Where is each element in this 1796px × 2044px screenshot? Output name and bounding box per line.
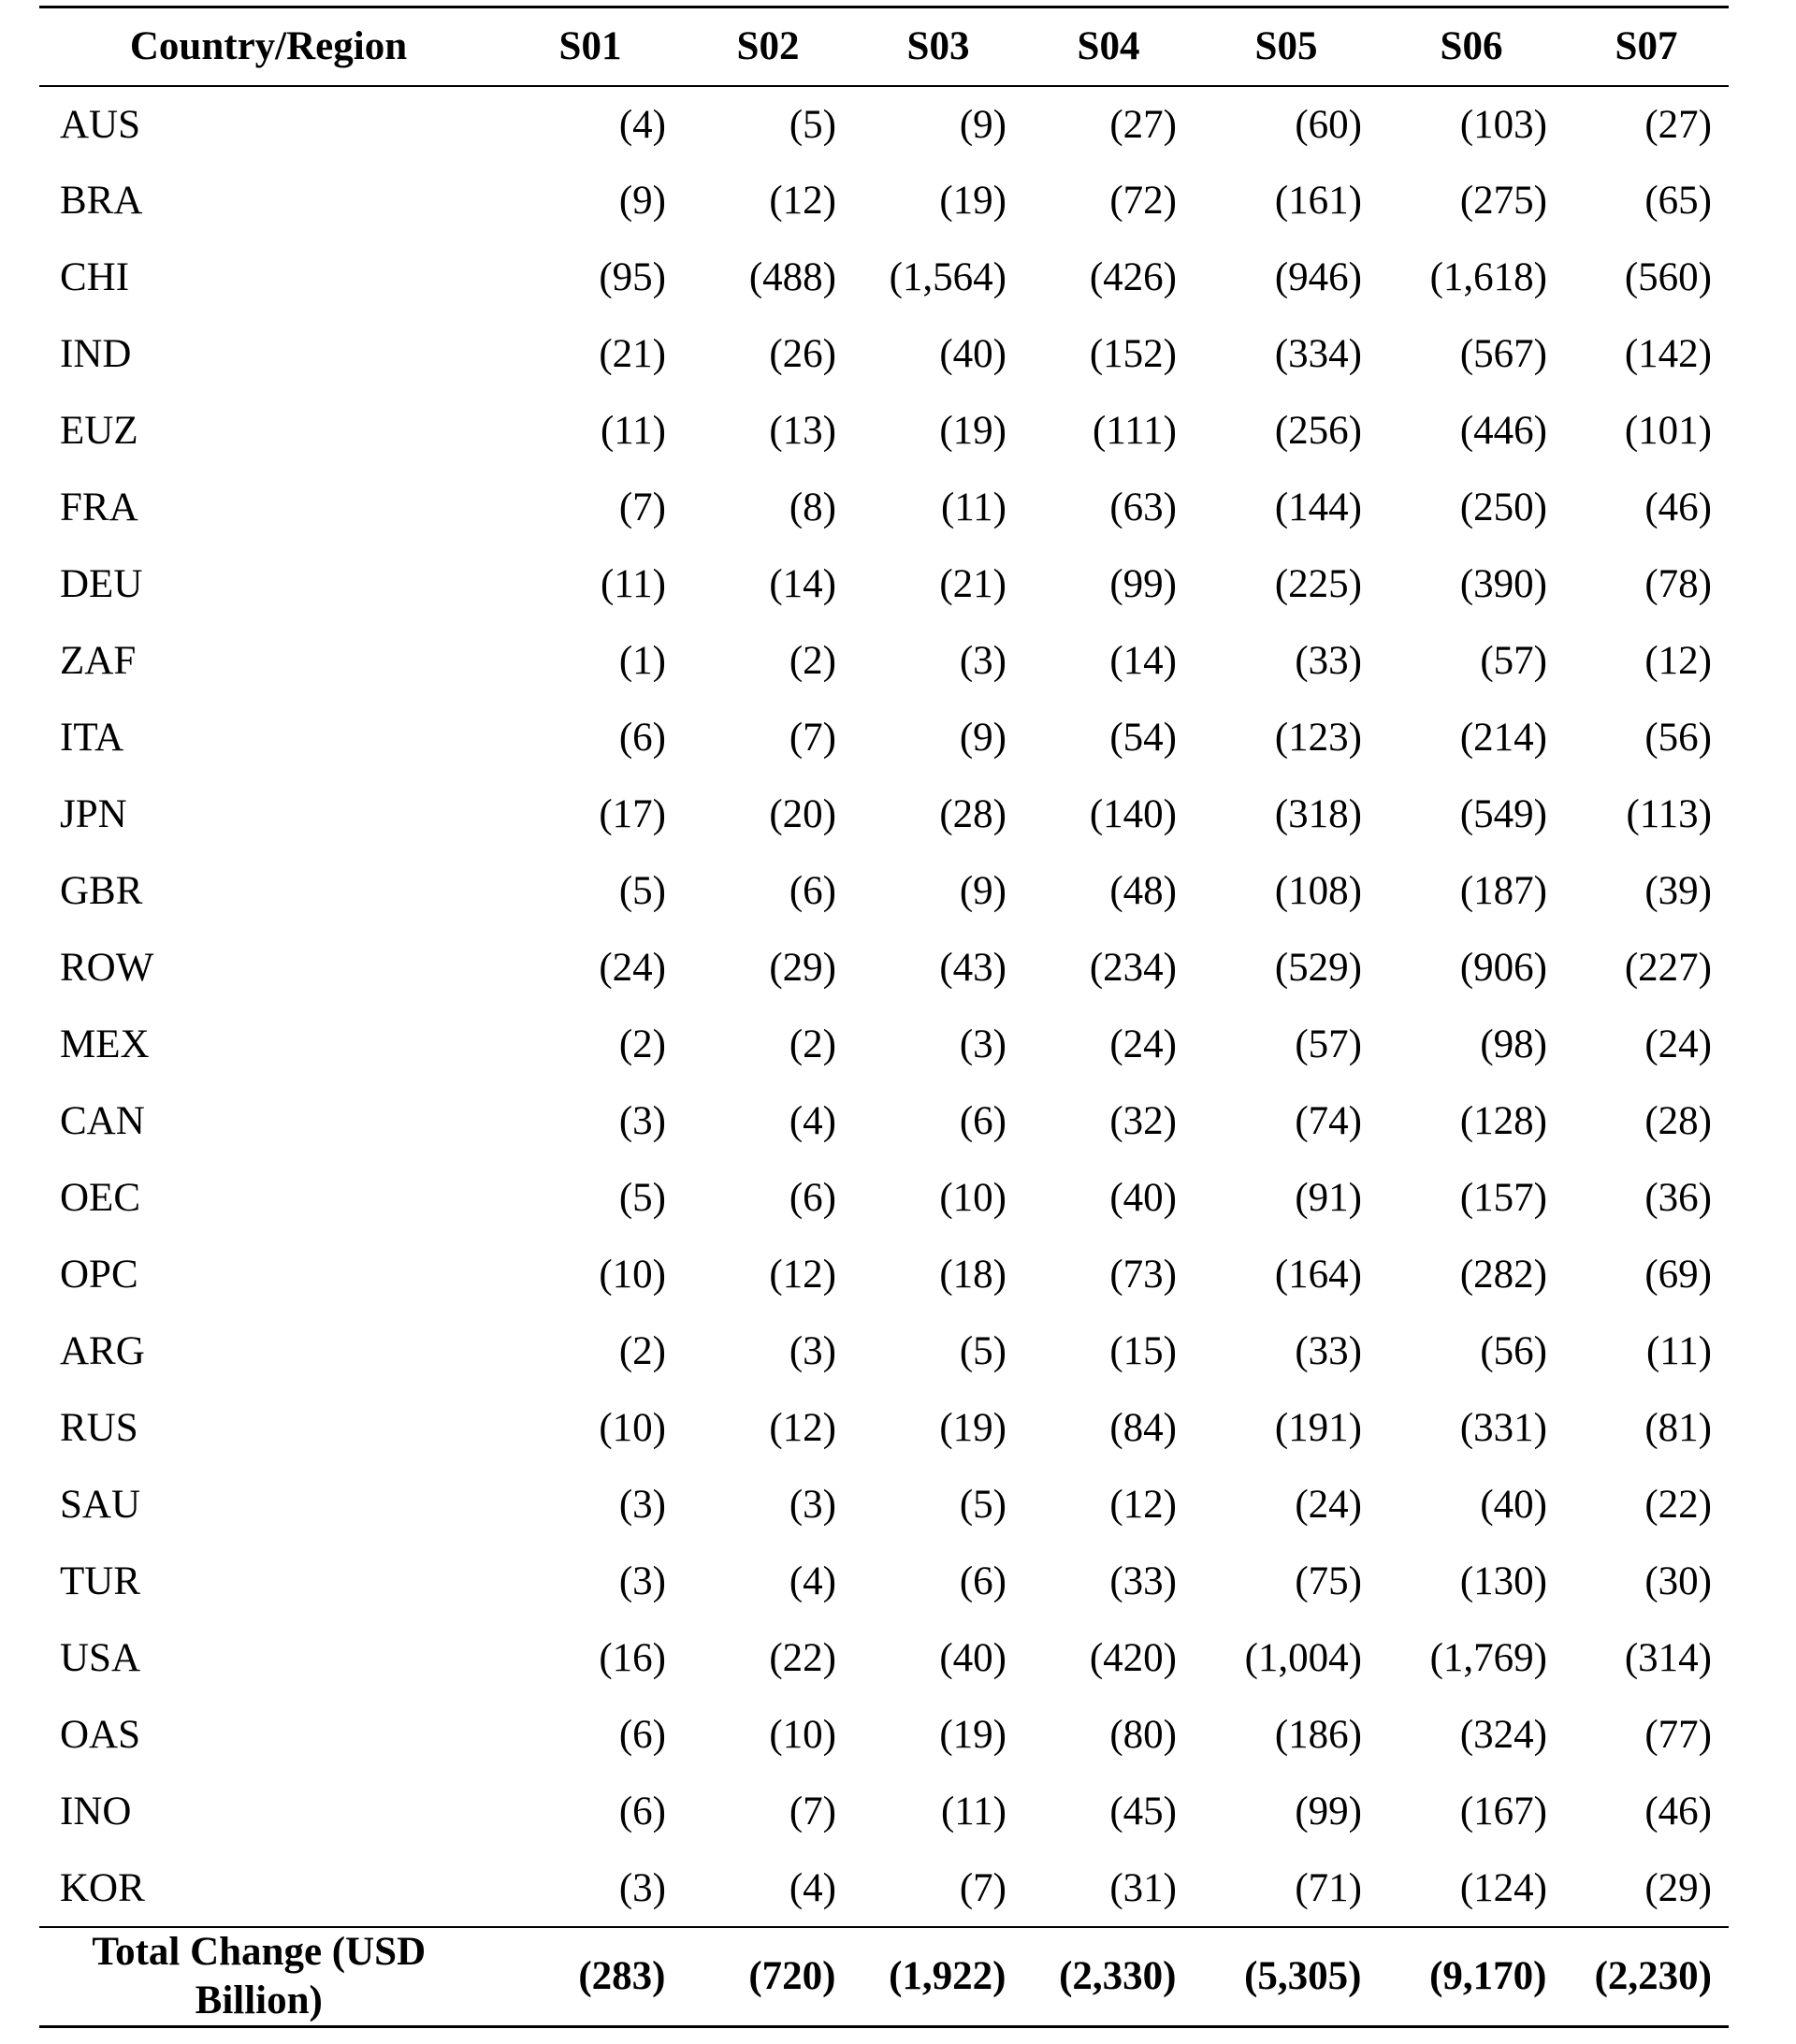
- value-cell-s03: (7): [959, 1865, 1007, 1910]
- table-row: [39, 1313, 1729, 1390]
- value-cell-s07: (27): [1644, 102, 1712, 147]
- country-cell: CAN: [60, 1099, 145, 1143]
- value-cell-s07: (11): [1645, 1329, 1712, 1373]
- value-cell-s02: (26): [769, 332, 836, 376]
- table-row: [39, 316, 1729, 393]
- value-cell-s01: (4): [618, 102, 666, 147]
- table-row: [39, 1467, 1729, 1544]
- value-cell-s04: (45): [1109, 1790, 1177, 1834]
- value-cell-s02: (3): [789, 1483, 836, 1527]
- table-row: [39, 853, 1729, 930]
- value-cell-s03: (43): [939, 946, 1007, 990]
- value-cell-s07: (39): [1644, 869, 1712, 913]
- country-cell: RUS: [60, 1406, 138, 1450]
- value-cell-s01: (3): [618, 1865, 666, 1910]
- value-cell-s03: (9): [959, 869, 1007, 913]
- country-cell: ARG: [60, 1329, 145, 1373]
- value-cell-s06: (906): [1459, 946, 1547, 990]
- country-cell: OAS: [60, 1713, 141, 1757]
- value-cell-s03: (6): [959, 1099, 1007, 1143]
- table-row: [39, 1544, 1729, 1620]
- value-cell-s03: (40): [939, 332, 1007, 376]
- value-cell-s05: (161): [1274, 179, 1362, 223]
- country-cell: FRA: [60, 486, 138, 529]
- value-cell-s05: (57): [1295, 1022, 1362, 1066]
- value-cell-s04: (72): [1109, 179, 1177, 223]
- value-cell-s05: (191): [1274, 1406, 1362, 1450]
- value-cell-s03: (3): [959, 1022, 1007, 1066]
- value-cell-s01: (11): [600, 409, 666, 453]
- value-cell-s01: (3): [618, 1099, 666, 1143]
- value-cell-s04: (12): [1109, 1483, 1177, 1527]
- value-cell-s07: (113): [1626, 792, 1712, 836]
- total-value-s04: (2,330): [1023, 1927, 1194, 2027]
- table-row: [39, 776, 1729, 853]
- value-cell-s05: (334): [1274, 332, 1362, 376]
- value-cell-s04: (14): [1109, 639, 1177, 683]
- value-cell-s07: (101): [1624, 409, 1712, 453]
- country-cell: OEC: [60, 1176, 140, 1220]
- country-cell: ZAF: [60, 639, 137, 683]
- value-cell-s06: (250): [1459, 486, 1547, 529]
- table-row: [39, 1620, 1729, 1697]
- value-cell-s01: (1): [618, 639, 666, 683]
- value-cell-s06: (390): [1459, 562, 1547, 606]
- value-cell-s05: (164): [1274, 1253, 1362, 1297]
- value-cell-s02: (12): [769, 1406, 836, 1450]
- header-s03: S03: [853, 7, 1023, 86]
- value-cell-s01: (10): [599, 1406, 666, 1450]
- value-cell-s03: (1,564): [889, 255, 1007, 299]
- value-cell-s03: (9): [959, 716, 1007, 760]
- value-cell-s01: (10): [599, 1253, 666, 1297]
- value-cell-s06: (130): [1459, 1559, 1547, 1603]
- value-cell-s07: (142): [1624, 332, 1712, 376]
- value-cell-s06: (567): [1459, 332, 1547, 376]
- value-cell-s01: (9): [618, 179, 666, 223]
- header-s07: S07: [1564, 7, 1729, 86]
- value-cell-s04: (140): [1089, 792, 1177, 836]
- value-cell-s02: (5): [789, 102, 836, 147]
- value-cell-s06: (157): [1459, 1176, 1547, 1220]
- value-cell-s01: (2): [618, 1022, 666, 1066]
- country-cell: GBR: [60, 869, 143, 913]
- value-cell-s01: (21): [599, 332, 666, 376]
- value-cell-s05: (123): [1274, 716, 1362, 760]
- value-cell-s01: (6): [618, 1713, 666, 1757]
- value-cell-s02: (12): [769, 179, 836, 223]
- value-cell-s06: (549): [1459, 792, 1547, 836]
- country-cell: TUR: [60, 1559, 140, 1603]
- header-s05: S05: [1194, 7, 1379, 86]
- value-cell-s02: (488): [748, 255, 836, 299]
- value-cell-s07: (36): [1644, 1176, 1712, 1220]
- value-cell-s04: (54): [1109, 716, 1177, 760]
- total-value-s06: (9,170): [1379, 1927, 1564, 2027]
- value-cell-s02: (12): [769, 1253, 836, 1297]
- table-row: [39, 1390, 1729, 1467]
- value-cell-s01: (3): [618, 1483, 666, 1527]
- total-row: [39, 1927, 1729, 2027]
- value-cell-s02: (20): [769, 792, 836, 836]
- table-body: [39, 86, 1729, 2027]
- value-cell-s07: (56): [1644, 716, 1712, 760]
- value-cell-s05: (946): [1274, 255, 1362, 299]
- country-cell: JPN: [60, 792, 127, 836]
- table-row: [39, 700, 1729, 776]
- value-cell-s04: (31): [1109, 1865, 1177, 1910]
- table-row: [39, 1237, 1729, 1313]
- value-cell-s07: (22): [1644, 1483, 1712, 1527]
- header-row: [39, 7, 1729, 86]
- value-cell-s05: (99): [1295, 1790, 1362, 1834]
- value-cell-s07: (65): [1644, 179, 1712, 223]
- value-cell-s03: (10): [939, 1176, 1007, 1220]
- value-cell-s07: (77): [1644, 1713, 1712, 1757]
- value-cell-s01: (7): [618, 486, 666, 529]
- value-cell-s03: (5): [959, 1483, 1007, 1527]
- value-cell-s01: (5): [618, 869, 666, 913]
- value-cell-s03: (40): [939, 1636, 1007, 1680]
- country-cell: INO: [60, 1790, 132, 1834]
- country-cell: EUZ: [60, 409, 138, 453]
- value-cell-s07: (24): [1644, 1022, 1712, 1066]
- header-s01: S01: [498, 7, 683, 86]
- value-cell-s06: (103): [1459, 102, 1547, 147]
- value-cell-s04: (63): [1109, 486, 1177, 529]
- value-cell-s06: (187): [1459, 869, 1547, 913]
- value-cell-s07: (560): [1624, 255, 1712, 299]
- value-cell-s04: (152): [1089, 332, 1177, 376]
- value-cell-s01: (95): [599, 255, 666, 299]
- value-cell-s02: (3): [789, 1329, 836, 1373]
- value-cell-s07: (69): [1644, 1253, 1712, 1297]
- value-cell-s01: (3): [618, 1559, 666, 1603]
- total-value-s01: (283): [498, 1927, 683, 2027]
- value-cell-s04: (80): [1109, 1713, 1177, 1757]
- value-cell-s04: (420): [1089, 1636, 1177, 1680]
- value-cell-s03: (21): [939, 562, 1007, 606]
- value-cell-s05: (144): [1274, 486, 1362, 529]
- value-cell-s04: (33): [1109, 1559, 1177, 1603]
- value-cell-s01: (17): [599, 792, 666, 836]
- country-cell: MEX: [60, 1022, 150, 1066]
- value-cell-s05: (33): [1295, 639, 1362, 683]
- table-row: [39, 546, 1729, 623]
- value-cell-s02: (22): [769, 1636, 836, 1680]
- value-cell-s04: (234): [1089, 946, 1177, 990]
- value-cell-s04: (111): [1093, 409, 1177, 453]
- value-cell-s01: (6): [618, 716, 666, 760]
- country-cell: BRA: [60, 179, 143, 223]
- total-value-s07: (2,230): [1564, 1927, 1729, 2027]
- value-cell-s03: (9): [959, 102, 1007, 147]
- country-cell: ITA: [60, 716, 124, 760]
- value-cell-s06: (167): [1459, 1790, 1547, 1834]
- value-cell-s06: (1,618): [1429, 255, 1547, 299]
- value-cell-s01: (5): [618, 1176, 666, 1220]
- value-cell-s03: (28): [939, 792, 1007, 836]
- value-cell-s02: (2): [789, 639, 836, 683]
- value-cell-s04: (27): [1109, 102, 1177, 147]
- value-cell-s04: (24): [1109, 1022, 1177, 1066]
- value-cell-s07: (46): [1644, 486, 1712, 529]
- table-row: [39, 930, 1729, 1007]
- value-cell-s03: (19): [939, 1713, 1007, 1757]
- table-row: [39, 239, 1729, 316]
- value-cell-s05: (75): [1295, 1559, 1362, 1603]
- value-cell-s03: (18): [939, 1253, 1007, 1297]
- value-cell-s06: (57): [1480, 639, 1547, 683]
- header-s02: S02: [683, 7, 853, 86]
- value-cell-s03: (5): [959, 1329, 1007, 1373]
- value-cell-s02: (6): [789, 1176, 836, 1220]
- value-cell-s06: (124): [1459, 1865, 1547, 1910]
- value-cell-s03: (19): [939, 409, 1007, 453]
- value-cell-s02: (13): [769, 409, 836, 453]
- value-cell-s06: (40): [1480, 1483, 1547, 1527]
- total-value-s05: (5,305): [1194, 1927, 1379, 2027]
- value-cell-s07: (12): [1644, 639, 1712, 683]
- results-table: [39, 6, 1729, 2028]
- header-country: Country/Region: [39, 7, 498, 86]
- table-row: [39, 623, 1729, 700]
- value-cell-s05: (60): [1295, 102, 1362, 147]
- value-cell-s04: (99): [1109, 562, 1177, 606]
- value-cell-s06: (214): [1459, 716, 1547, 760]
- value-cell-s02: (8): [789, 486, 836, 529]
- value-cell-s04: (84): [1109, 1406, 1177, 1450]
- country-cell: DEU: [60, 562, 143, 606]
- table-row: [39, 1774, 1729, 1850]
- table-row: [39, 163, 1729, 239]
- value-cell-s03: (19): [939, 1406, 1007, 1450]
- value-cell-s06: (1,769): [1429, 1636, 1547, 1680]
- country-cell: OPC: [60, 1253, 138, 1297]
- value-cell-s04: (426): [1089, 255, 1177, 299]
- value-cell-s06: (275): [1459, 179, 1547, 223]
- value-cell-s06: (282): [1459, 1253, 1547, 1297]
- value-cell-s06: (324): [1459, 1713, 1547, 1757]
- country-cell: SAU: [60, 1483, 141, 1527]
- value-cell-s07: (81): [1644, 1406, 1712, 1450]
- value-cell-s02: (2): [789, 1022, 836, 1066]
- value-cell-s01: (11): [600, 562, 666, 606]
- value-cell-s03: (11): [940, 486, 1007, 529]
- value-cell-s05: (108): [1274, 869, 1362, 913]
- value-cell-s01: (24): [599, 946, 666, 990]
- value-cell-s06: (98): [1480, 1022, 1547, 1066]
- table-row: [39, 1007, 1729, 1083]
- value-cell-s03: (3): [959, 639, 1007, 683]
- value-cell-s04: (40): [1109, 1176, 1177, 1220]
- value-cell-s04: (73): [1109, 1253, 1177, 1297]
- value-cell-s05: (24): [1295, 1483, 1362, 1527]
- country-cell: ROW: [60, 946, 154, 990]
- value-cell-s07: (314): [1624, 1636, 1712, 1680]
- value-cell-s07: (29): [1644, 1865, 1712, 1910]
- value-cell-s05: (318): [1274, 792, 1362, 836]
- value-cell-s01: (2): [618, 1329, 666, 1373]
- table-row: [39, 1697, 1729, 1774]
- value-cell-s05: (71): [1295, 1865, 1362, 1910]
- value-cell-s06: (331): [1459, 1406, 1547, 1450]
- value-cell-s02: (7): [789, 716, 836, 760]
- country-cell: USA: [60, 1636, 141, 1680]
- value-cell-s06: (56): [1480, 1329, 1547, 1373]
- value-cell-s02: (10): [769, 1713, 836, 1757]
- country-cell: AUS: [60, 102, 141, 147]
- value-cell-s02: (29): [769, 946, 836, 990]
- country-cell: IND: [60, 332, 132, 376]
- value-cell-s02: (4): [789, 1559, 836, 1603]
- value-cell-s02: (6): [789, 869, 836, 913]
- value-cell-s05: (529): [1274, 946, 1362, 990]
- value-cell-s04: (32): [1109, 1099, 1177, 1143]
- country-cell: CHI: [60, 255, 130, 299]
- value-cell-s07: (28): [1644, 1099, 1712, 1143]
- value-cell-s05: (225): [1274, 562, 1362, 606]
- value-cell-s05: (33): [1295, 1329, 1362, 1373]
- value-cell-s05: (91): [1295, 1176, 1362, 1220]
- value-cell-s07: (78): [1644, 562, 1712, 606]
- value-cell-s01: (16): [599, 1636, 666, 1680]
- value-cell-s02: (4): [789, 1099, 836, 1143]
- value-cell-s06: (446): [1459, 409, 1547, 453]
- value-cell-s07: (227): [1624, 946, 1712, 990]
- value-cell-s03: (19): [939, 179, 1007, 223]
- value-cell-s02: (14): [769, 562, 836, 606]
- value-cell-s05: (256): [1274, 409, 1362, 453]
- value-cell-s04: (15): [1109, 1329, 1177, 1373]
- value-cell-s05: (74): [1295, 1099, 1362, 1143]
- total-value-s03: (1,922): [853, 1927, 1023, 2027]
- header-s04: S04: [1023, 7, 1194, 86]
- table-row: [39, 1083, 1729, 1160]
- table-row: [39, 393, 1729, 470]
- value-cell-s05: (186): [1274, 1713, 1362, 1757]
- value-cell-s03: (6): [959, 1559, 1007, 1603]
- value-cell-s01: (6): [618, 1790, 666, 1834]
- value-cell-s03: (11): [940, 1790, 1007, 1834]
- header-s06: S06: [1379, 7, 1564, 86]
- value-cell-s07: (30): [1644, 1559, 1712, 1603]
- value-cell-s02: (7): [789, 1790, 836, 1834]
- value-cell-s06: (128): [1459, 1099, 1547, 1143]
- table-row: [39, 1850, 1729, 1927]
- value-cell-s05: (1,004): [1244, 1636, 1362, 1680]
- value-cell-s04: (48): [1109, 869, 1177, 913]
- table-row: [39, 1160, 1729, 1237]
- total-label: Total Change (USD Billion): [39, 1927, 498, 2027]
- value-cell-s02: (4): [789, 1865, 836, 1910]
- country-cell: KOR: [60, 1865, 145, 1910]
- total-value-s02: (720): [683, 1927, 853, 2027]
- table-row: [39, 86, 1729, 163]
- table-row: [39, 470, 1729, 546]
- value-cell-s07: (46): [1644, 1790, 1712, 1834]
